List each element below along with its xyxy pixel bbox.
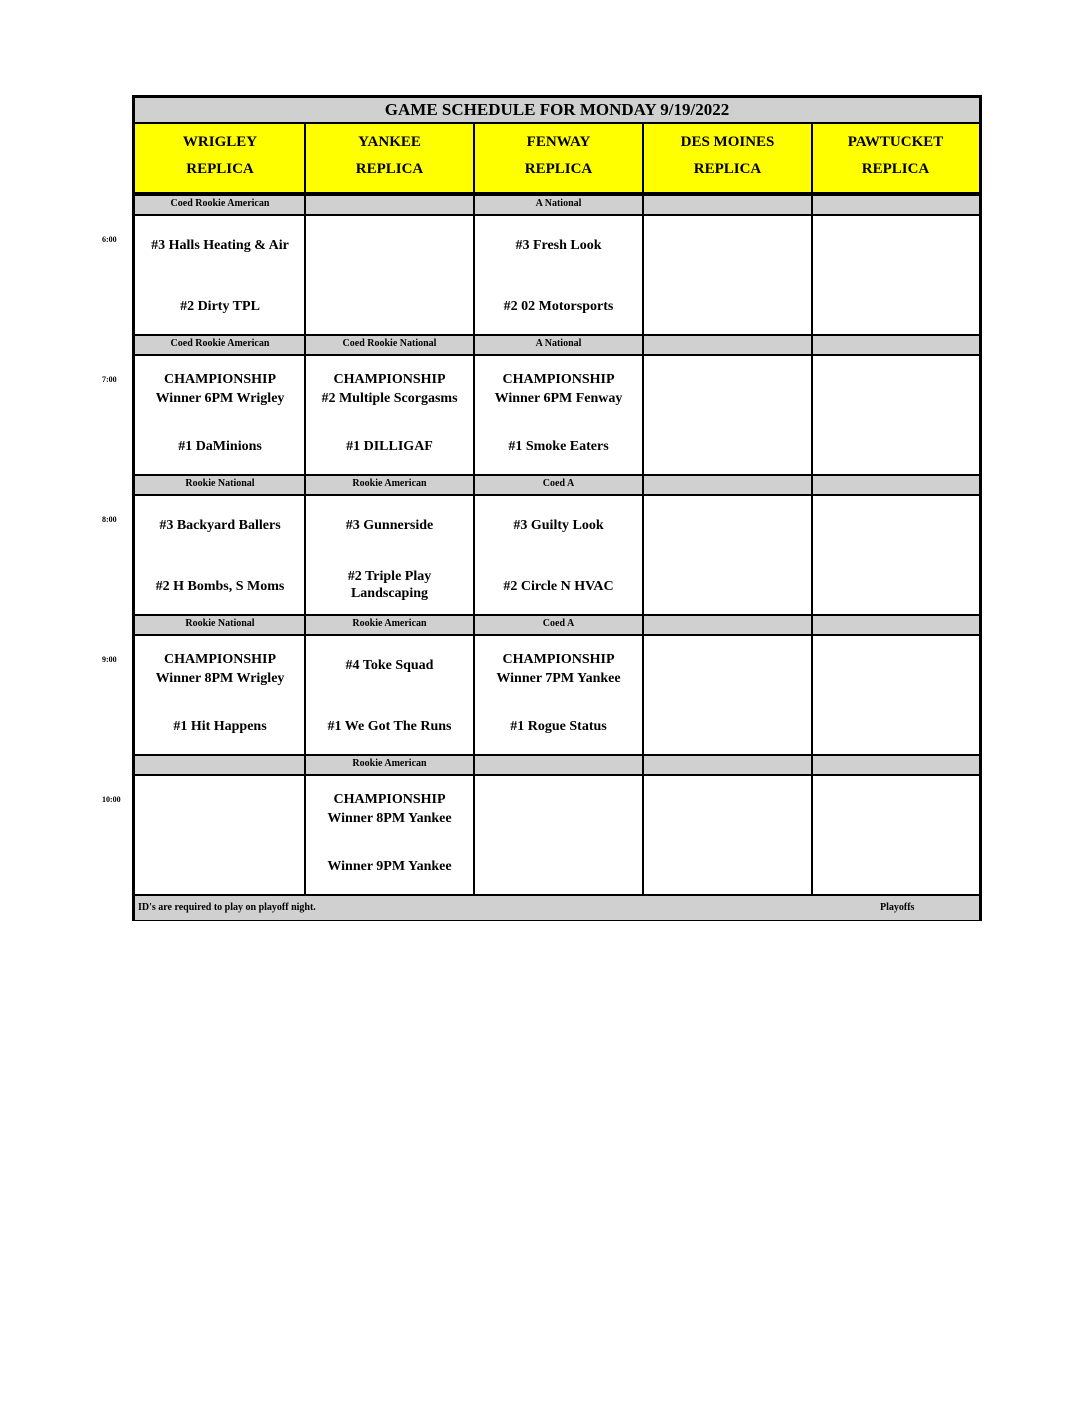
division-label: Rookie American	[305, 756, 474, 774]
game-line: #2 Dirty TPL	[180, 299, 260, 314]
field-name: YANKEE	[358, 134, 421, 150]
team-top	[474, 236, 643, 255]
game-line: #2 Multiple Scorgasms	[321, 391, 458, 406]
column-divider	[304, 496, 306, 614]
game-line: #3 Backyard Ballers	[159, 518, 281, 533]
team-bottom	[135, 438, 305, 455]
team-top	[135, 650, 305, 688]
column-divider	[642, 476, 644, 494]
division-label	[643, 616, 812, 634]
game-line: Winner 7PM Yankee	[496, 671, 621, 686]
game-line: #3 Fresh Look	[515, 238, 602, 253]
division-bar	[135, 614, 979, 636]
footer-label: Playoffs	[880, 902, 915, 913]
game-slot	[643, 776, 812, 894]
game-line: CHAMPIONSHIP	[502, 372, 615, 387]
field-subtitle: REPLICA	[355, 161, 424, 177]
game-line: Winner 8PM Wrigley	[155, 671, 285, 686]
division-label: Rookie American	[305, 616, 474, 634]
column-divider	[642, 616, 644, 634]
division-label	[643, 196, 812, 214]
game-line: #2 02 Motorsports	[503, 299, 614, 314]
field-name: PAWTUCKET	[847, 134, 944, 150]
column-divider	[473, 476, 475, 494]
division-label	[474, 756, 643, 774]
game-slot	[643, 636, 812, 754]
game-line: #1 Rogue Status	[510, 719, 607, 734]
game-line: CHAMPIONSHIP	[333, 792, 446, 807]
team-top	[474, 370, 643, 408]
field-header-pawtucket	[812, 124, 979, 192]
team-bottom	[305, 438, 474, 455]
division-label: Rookie National	[135, 476, 305, 494]
column-divider	[304, 356, 306, 474]
column-divider	[473, 776, 475, 894]
game-line: #4 Toke Squad	[345, 658, 434, 673]
game-slot	[305, 356, 474, 474]
game-line: #3 Gunnerside	[345, 518, 434, 533]
team-bottom	[474, 298, 643, 315]
division-label: A National	[474, 196, 643, 214]
game-line: #1 DILLIGAF	[346, 439, 433, 454]
field-name: WRIGLEY	[182, 134, 258, 150]
column-divider	[642, 776, 644, 894]
team-top	[135, 516, 305, 535]
team-top	[305, 790, 474, 828]
team-top	[305, 516, 474, 535]
game-slot	[812, 496, 979, 614]
field-header-fenway	[474, 124, 643, 192]
field-header-des-moines	[643, 124, 812, 192]
team-top	[474, 516, 643, 535]
column-divider	[811, 616, 813, 634]
time-label: 10:00	[102, 795, 121, 804]
column-divider	[642, 196, 644, 214]
column-divider	[304, 636, 306, 754]
division-label	[643, 336, 812, 354]
column-divider	[304, 476, 306, 494]
game-slot	[135, 496, 305, 614]
game-slot	[305, 216, 474, 334]
column-divider	[811, 476, 813, 494]
division-label: Rookie National	[135, 616, 305, 634]
column-divider	[473, 616, 475, 634]
time-label: 6:00	[102, 235, 117, 244]
column-divider	[304, 124, 306, 192]
division-label	[812, 756, 979, 774]
division-label: A National	[474, 336, 643, 354]
team-bottom	[135, 718, 305, 735]
column-divider	[473, 356, 475, 474]
time-label: 7:00	[102, 375, 117, 384]
column-divider	[642, 124, 644, 192]
field-name: FENWAY	[526, 134, 591, 150]
column-divider	[473, 196, 475, 214]
division-label	[643, 756, 812, 774]
field-header-row	[135, 124, 979, 194]
team-bottom	[305, 858, 474, 875]
column-divider	[811, 196, 813, 214]
division-bar	[135, 334, 979, 356]
column-divider	[811, 756, 813, 774]
field-subtitle: REPLICA	[186, 161, 254, 177]
division-label	[812, 336, 979, 354]
game-slot	[135, 776, 305, 894]
game-line: #2 Triple Play	[347, 569, 432, 584]
column-divider	[304, 336, 306, 354]
column-divider	[642, 336, 644, 354]
division-bar	[135, 474, 979, 496]
division-label: Coed Rookie National	[305, 336, 474, 354]
game-line: #3 Guilty Look	[513, 518, 604, 533]
column-divider	[811, 496, 813, 614]
footer-note: ID's are required to play on playoff night.	[138, 902, 316, 913]
team-bottom	[474, 578, 643, 595]
column-divider	[642, 356, 644, 474]
column-divider	[473, 496, 475, 614]
column-divider	[473, 756, 475, 774]
game-line: #1 Smoke Eaters	[508, 439, 609, 454]
division-label	[135, 756, 305, 774]
team-top	[135, 236, 305, 255]
game-slot	[135, 356, 305, 474]
game-slot	[812, 636, 979, 754]
game-slot	[474, 496, 643, 614]
column-divider	[811, 216, 813, 334]
footer-bar	[135, 894, 979, 920]
team-top	[135, 370, 305, 408]
game-line: Landscaping	[350, 586, 429, 601]
division-bar	[135, 194, 979, 216]
game-line: CHAMPIONSHIP	[164, 372, 276, 387]
team-top	[305, 656, 474, 675]
team-bottom	[135, 578, 305, 595]
division-label	[812, 196, 979, 214]
game-line: Winner 8PM Yankee	[327, 811, 452, 826]
schedule-title: GAME SCHEDULE FOR MONDAY 9/19/2022	[135, 98, 979, 124]
game-line: Winner 6PM Wrigley	[155, 391, 285, 406]
field-subtitle: REPLICA	[524, 161, 593, 177]
column-divider	[473, 124, 475, 192]
game-slot	[812, 356, 979, 474]
column-divider	[473, 636, 475, 754]
team-bottom	[474, 438, 643, 455]
game-row	[135, 636, 979, 754]
column-divider	[811, 336, 813, 354]
field-subtitle: REPLICA	[861, 161, 930, 177]
game-row	[135, 496, 979, 614]
game-row	[135, 356, 979, 474]
time-label: 9:00	[102, 655, 117, 664]
game-slot	[305, 496, 474, 614]
team-bottom	[305, 718, 474, 735]
team-top	[474, 650, 643, 688]
field-subtitle: REPLICA	[693, 161, 762, 177]
division-label	[643, 476, 812, 494]
column-divider	[304, 196, 306, 214]
division-label	[305, 196, 474, 214]
field-header-yankee	[305, 124, 474, 192]
game-line: #1 Hit Happens	[173, 719, 267, 734]
column-divider	[811, 356, 813, 474]
game-slot	[643, 356, 812, 474]
team-bottom	[135, 298, 305, 315]
field-header-wrigley	[135, 124, 305, 192]
column-divider	[304, 216, 306, 334]
division-label: Rookie American	[305, 476, 474, 494]
column-divider	[811, 124, 813, 192]
column-divider	[473, 336, 475, 354]
division-label: Coed Rookie American	[135, 196, 305, 214]
division-label: Coed A	[474, 616, 643, 634]
game-slot	[643, 216, 812, 334]
column-divider	[642, 216, 644, 334]
game-slot	[305, 636, 474, 754]
game-line: CHAMPIONSHIP	[502, 652, 615, 667]
column-divider	[473, 216, 475, 334]
game-slot	[474, 636, 643, 754]
team-bottom	[305, 568, 474, 602]
game-line: Winner 9PM Yankee	[327, 859, 452, 874]
game-slot	[812, 776, 979, 894]
division-bar	[135, 754, 979, 776]
column-divider	[642, 636, 644, 754]
game-line: #1 We Got The Runs	[327, 719, 452, 734]
column-divider	[642, 756, 644, 774]
column-divider	[304, 756, 306, 774]
game-line: #1 DaMinions	[178, 439, 262, 454]
team-top	[305, 370, 474, 408]
schedule-table	[132, 95, 982, 921]
division-label: Coed A	[474, 476, 643, 494]
game-slot	[812, 216, 979, 334]
game-line: #2 Circle N HVAC	[503, 579, 614, 594]
game-line: Winner 6PM Fenway	[494, 391, 623, 406]
column-divider	[304, 776, 306, 894]
game-slot	[643, 496, 812, 614]
game-slot	[474, 776, 643, 894]
game-row	[135, 776, 979, 894]
team-bottom	[474, 718, 643, 735]
column-divider	[811, 776, 813, 894]
field-name: DES MOINES	[680, 134, 775, 150]
division-label: Coed Rookie American	[135, 336, 305, 354]
game-line: #2 H Bombs, S Moms	[155, 579, 285, 594]
column-divider	[811, 636, 813, 754]
game-line: CHAMPIONSHIP	[333, 372, 446, 387]
column-divider	[304, 616, 306, 634]
game-line: CHAMPIONSHIP	[164, 652, 276, 667]
time-label: 8:00	[102, 515, 117, 524]
division-label	[812, 616, 979, 634]
column-divider	[642, 496, 644, 614]
game-slot	[305, 776, 474, 894]
game-row	[135, 216, 979, 334]
game-slot	[474, 216, 643, 334]
game-slot	[135, 216, 305, 334]
division-label	[812, 476, 979, 494]
game-line: #3 Halls Heating & Air	[151, 238, 289, 253]
game-slot	[474, 356, 643, 474]
game-slot	[135, 636, 305, 754]
